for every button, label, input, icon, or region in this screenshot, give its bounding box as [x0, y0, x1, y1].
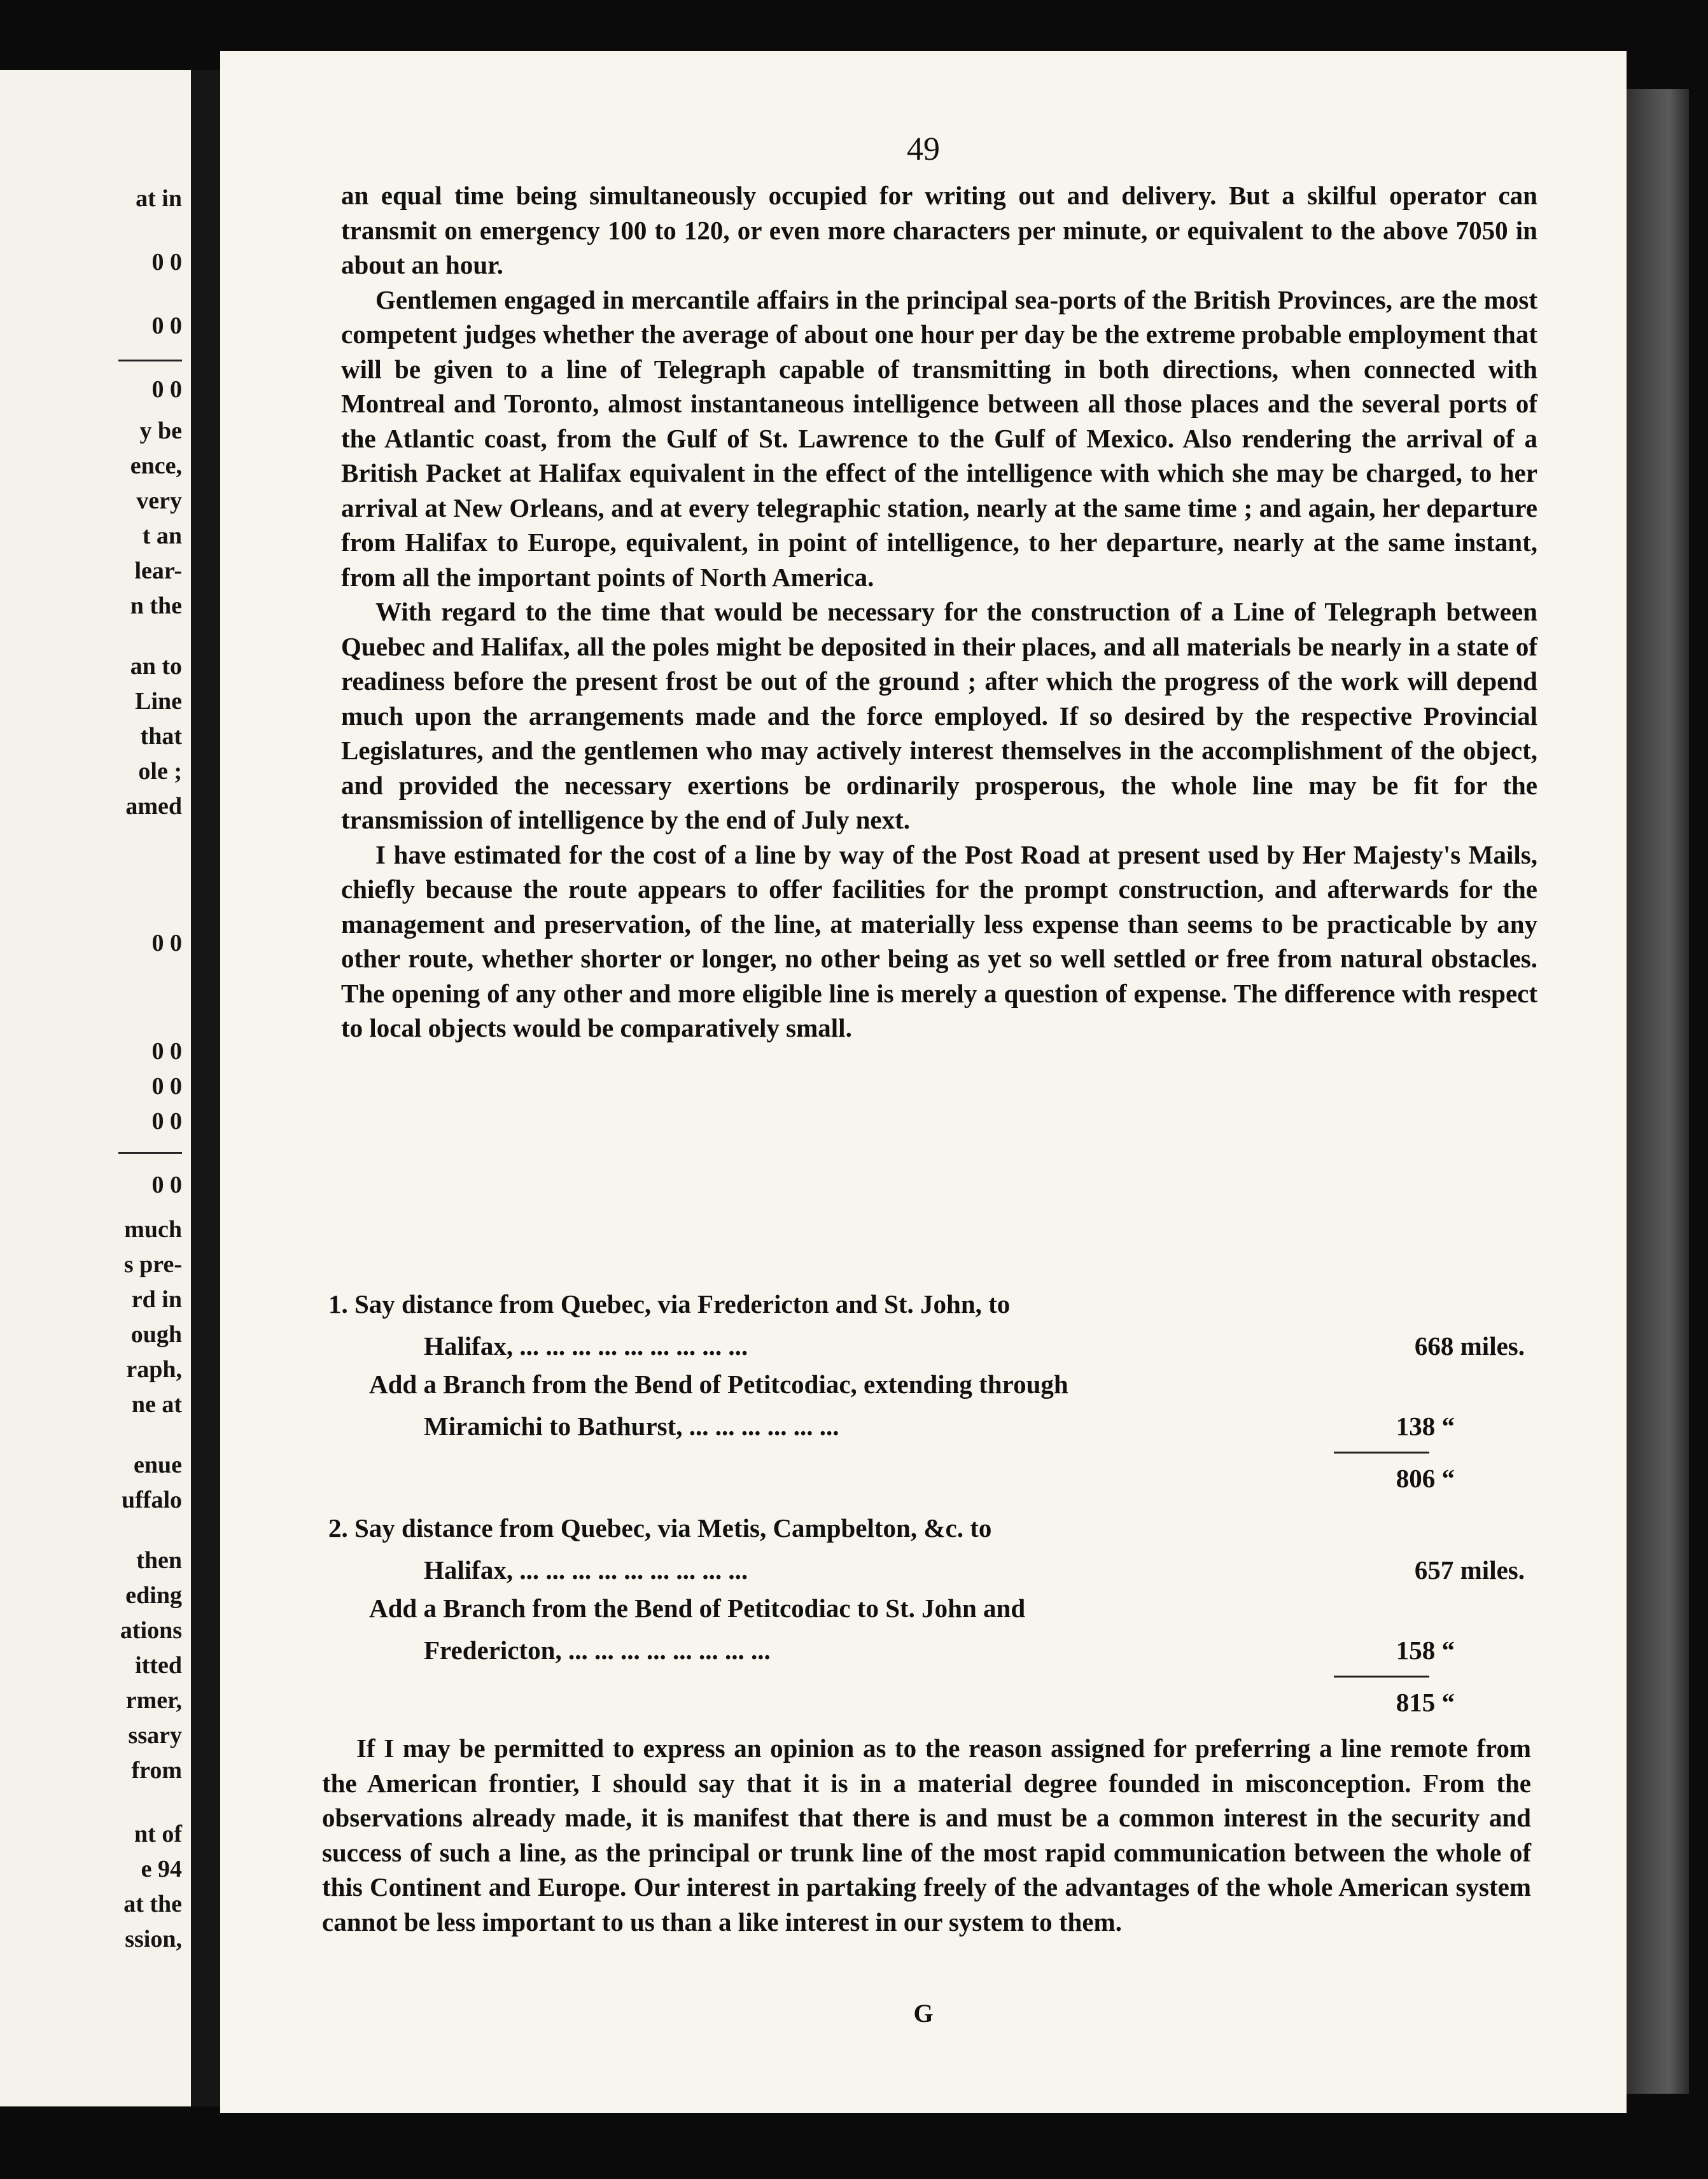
distance-row — [328, 1635, 1525, 1668]
sum-rule — [1334, 1676, 1429, 1678]
distance-label: Halifax, ... ... ... ... ... ... ... ... ... — [424, 1331, 748, 1361]
distance-row — [328, 1463, 1525, 1496]
margin-fragment: enue — [134, 1452, 182, 1478]
distance-row — [328, 1593, 1525, 1626]
margin-fragment: 0 0 — [151, 312, 182, 339]
distance-label: Fredericton, ... ... ... ... ... ... ... ... — [424, 1636, 771, 1665]
margin-fragment: rmer, — [125, 1687, 182, 1714]
margin-fragment: 0 0 — [151, 930, 182, 956]
distance-label: Halifax, ... ... ... ... ... ... ... ... ... — [424, 1555, 748, 1585]
body-text — [341, 178, 1537, 1046]
paragraph: I have estimated for the cost of a line by way of the Post Road at present used by Her Majesty's Mails, chiefly because the route appears to offer facilities for the prompt construction, and afterwards for the management and preservation, of the line, at materially less expense than seems to be practicable by any other route, whether shorter or longer, no other being as yet so well settled or free from natural obstacles. The opening of any other and more eligible line is merely a question of expense. The difference with respect to local objects would be comparatively small. — [341, 839, 1537, 1042]
margin-fragment: ough — [130, 1321, 182, 1348]
margin-fragment: ations — [120, 1617, 182, 1644]
margin-fragment: Line — [135, 688, 182, 715]
margin-fragment: very — [136, 487, 182, 514]
margin-fragment: ssary — [128, 1722, 182, 1749]
distance-label: Add a Branch from the Bend of Petitcodiac, extending through — [369, 1370, 1068, 1399]
distance-value: 138 “ — [1396, 1412, 1455, 1441]
margin-fragment: much — [124, 1216, 182, 1243]
margin-fragment: n the — [130, 592, 182, 619]
margin-fragment: 0 0 — [151, 376, 182, 403]
distance-label: Add a Branch from the Bend of Petitcodiac to St. John and — [369, 1594, 1026, 1623]
distance-row — [328, 1289, 1525, 1322]
margin-fragment: ence, — [130, 452, 182, 479]
margin-fragment: amed — [125, 793, 182, 820]
margin-fragment: an to — [130, 653, 182, 680]
distance-row — [328, 1513, 1525, 1546]
margin-fragment: at the — [123, 1891, 182, 1917]
distance-total: 815 “ — [1396, 1688, 1455, 1717]
margin-fragment: 0 0 — [151, 1172, 182, 1198]
paragraph: Gentlemen engaged in mercantile affairs in the principal sea-ports of the British Provinces, are the most competent judges whether the average of about one hour per day be the extreme probable employment that will be given to a line of Telegraph capable of transmitting in both directions, when connected with Montreal and Toronto, almost instantaneous intelligence between all those places and the several ports of the Atlantic coast, from the Gulf of St. Lawrence to the Gulf of Mexico. Also rendering the arrival of a British Packet at Halifax equivalent in the effect of the intelligence with which she may be charged, to her arrival at New Orleans, and at every telegraphic station, nearly at the same time ; and again, her departure from Halifax to Europe, equivalent, in point of intelligence, to her departure, nearly at the same instant, from all the important points of North America. — [341, 284, 1537, 592]
margin-rule — [118, 1152, 182, 1154]
margin-fragment: rd in — [131, 1286, 182, 1313]
margin-fragment: then — [136, 1547, 182, 1574]
distance-value: 657 miles. — [1414, 1555, 1525, 1585]
distance-label: 1. Say distance from Quebec, via Fredericton and St. John, to — [328, 1289, 1011, 1319]
distance-table — [328, 1289, 1525, 1720]
margin-fragment: raph, — [126, 1356, 182, 1383]
distance-row — [328, 1411, 1525, 1444]
margin-fragment: 0 0 — [151, 1038, 182, 1065]
margin-fragment: 0 0 — [151, 1108, 182, 1135]
document-page — [220, 51, 1627, 2113]
margin-fragment: itted — [135, 1652, 182, 1679]
closing-text — [322, 1731, 1531, 1939]
margin-fragment: that — [140, 723, 182, 750]
margin-fragment: t an — [142, 522, 182, 549]
margin-fragment: y be — [139, 417, 182, 444]
distance-label: Miramichi to Bathurst, ... ... ... ... ... ... — [424, 1412, 839, 1441]
page-number: 49 — [907, 131, 940, 167]
margin-fragment: 0 0 — [151, 1073, 182, 1100]
distance-total: 806 “ — [1396, 1464, 1455, 1493]
margin-rule — [118, 360, 182, 361]
facing-page-fragment — [0, 70, 191, 2106]
margin-fragment: nt of — [134, 1821, 182, 1847]
page-edge — [1623, 89, 1689, 2094]
distance-row — [328, 1687, 1525, 1720]
margin-fragment: from — [131, 1757, 182, 1784]
margin-fragment: ssion, — [125, 1926, 182, 1952]
margin-fragment: lear- — [134, 557, 182, 584]
margin-fragment: at in — [136, 185, 182, 212]
book-spine — [191, 70, 220, 2106]
distance-label: 2. Say distance from Quebec, via Metis, Campbelton, &c. to — [328, 1513, 992, 1543]
margin-fragment: 0 0 — [151, 249, 182, 276]
paragraph: If I may be permitted to express an opinion as to the reason assigned for preferring a line remote from the American frontier, I should say that it is in a material degree founded in misconception. From the observations already made, it is manifest that there is and must be a common interest in the security and success of such a line, as the principal or trunk line of the most rapid communication between the whole of this Continent and Europe. Our interest in partaking freely of the advantages of the whole American system cannot be less important to us than a like interest in our system to them. — [322, 1734, 1531, 1937]
distance-row — [328, 1331, 1525, 1364]
distance-value: 668 miles. — [1414, 1331, 1525, 1361]
distance-row — [328, 1555, 1525, 1588]
paragraph: With regard to the time that would be necessary for the construction of a Line of Telegraph between Quebec and Halifax, all the poles might be deposited in their places, and all materials be nearly in a state of readiness before the present frost be out of the ground ; after which the progress of the work will depend much upon the arrangements made and the force employed. If so desired by the respective Provincial Legislatures, and the gentlemen who may actively interest themselves in the accomplishment of the object, and provided the necessary exertions be ordinarily prosperous, the whole line may be fit for the transmission of intelligence by the end of July next. — [341, 597, 1537, 834]
margin-fragment: eding — [125, 1582, 182, 1609]
margin-fragment: uffalo — [122, 1487, 182, 1513]
sum-rule — [1334, 1452, 1429, 1454]
distance-row — [328, 1369, 1525, 1402]
margin-fragment: ole ; — [138, 758, 182, 785]
margin-fragment: s pre- — [123, 1251, 182, 1278]
signature-mark: G — [913, 1999, 934, 2028]
margin-fragment: e 94 — [141, 1856, 182, 1882]
margin-fragment: ne at — [131, 1391, 182, 1418]
paragraph: an equal time being simultaneously occupied for writing out and delivery. But a skilful operator can transmit on emergency 100 to 120, or even more characters per minute, or equivalent to the above 7050 in about an hour. — [341, 181, 1537, 279]
distance-value: 158 “ — [1396, 1636, 1455, 1665]
